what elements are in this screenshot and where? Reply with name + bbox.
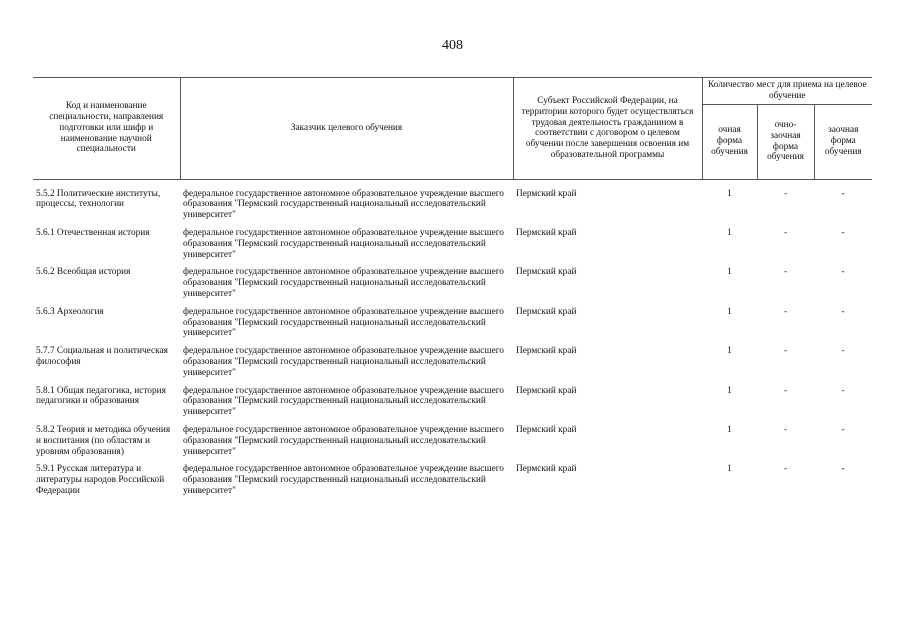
cell-customer: федеральное государственное автономное образовательное учреждение высшего образования "Пермский государственный национальный исследовательский университет" (183, 267, 504, 299)
cell-specialty: 5.6.1 Отечественная история (36, 227, 150, 238)
cell-specialty: 5.8.2 Теория и методика обучения и воспитания (по областям и уровням образования) (36, 424, 171, 457)
table-row (33, 307, 872, 346)
cell-specialty: 5.8.1 Общая педагогика, история педагогики и образования (36, 385, 166, 407)
header-extramural: заочная форма обучения (814, 104, 872, 179)
cell-extramural: - (841, 346, 845, 357)
table-row (33, 425, 872, 464)
table-header (33, 78, 872, 180)
cell-extramural: - (841, 464, 845, 475)
cell-extramural: - (841, 306, 845, 317)
cell-region: Пермский край (516, 346, 577, 357)
cell-region: Пермский край (516, 424, 577, 435)
header-places: Количество мест для приема на целевое обучение (702, 78, 872, 105)
header-fulltime: очная форма обучения (702, 104, 757, 179)
header-customer: Заказчик целевого обучения (180, 78, 513, 180)
cell-fulltime: 1 (727, 306, 732, 317)
header-parttime: очно-заочная форма обучения (757, 104, 814, 179)
cell-specialty: 5.5.2 Политические институты, процессы, технологии (36, 188, 161, 210)
header-region: Субъект Российской Федерации, на территории которого будет осуществляться трудовая деятельность гражданином в соответствии с договором о целевом обучении после завершения освоения им образовательной программы (513, 78, 702, 180)
cell-fulltime: 1 (727, 424, 732, 435)
table-row (33, 189, 872, 228)
header-code: Код и наименование специальности, направления подготовки или шифр и наименование научной специальности (33, 78, 180, 180)
cell-region: Пермский край (516, 188, 577, 199)
cell-extramural: - (841, 267, 845, 278)
table-row (33, 228, 872, 267)
cell-region: Пермский край (516, 306, 577, 317)
cell-region: Пермский край (516, 227, 577, 238)
table-body (33, 179, 872, 504)
cell-specialty: 5.6.3 Археология (36, 306, 104, 317)
cell-customer: федеральное государственное автономное образовательное учреждение высшего образования "Пермский государственный национальный исследовательский университет" (183, 227, 504, 260)
page-number: 408 (442, 38, 463, 53)
cell-parttime: - (783, 267, 788, 278)
cell-extramural: - (841, 227, 845, 238)
quota-table (33, 77, 872, 504)
cell-region: Пермский край (516, 267, 577, 278)
cell-fulltime: 1 (727, 346, 732, 357)
cell-customer: федеральное государственное автономное образовательное учреждение высшего образования "Пермский государственный национальный исследовательский университет" (183, 385, 504, 418)
cell-specialty: 5.6.2 Всеобщая история (36, 267, 131, 278)
cell-customer: федеральное государственное автономное образовательное учреждение высшего образования "Пермский государственный национальный исследовательский университет" (183, 188, 504, 221)
table-row (33, 386, 872, 425)
cell-fulltime: 1 (727, 464, 732, 475)
cell-parttime: - (783, 188, 788, 199)
cell-fulltime: 1 (727, 267, 732, 278)
cell-specialty: 5.7.7 Социальная и политическая философия (36, 346, 168, 367)
table-row (33, 464, 872, 503)
cell-customer: федеральное государственное автономное образовательное учреждение высшего образования "Пермский государственный национальный исследовательский университет" (183, 424, 504, 457)
cell-customer: федеральное государственное автономное образовательное учреждение высшего образования "Пермский государственный национальный исследовательский университет" (183, 464, 504, 496)
cell-region: Пермский край (516, 385, 577, 396)
cell-parttime: - (783, 346, 788, 357)
cell-parttime: - (783, 306, 788, 317)
cell-parttime: - (783, 227, 788, 238)
cell-extramural: - (841, 188, 845, 199)
cell-fulltime: 1 (727, 385, 732, 396)
table-row (33, 267, 872, 306)
cell-fulltime: 1 (727, 227, 732, 238)
cell-customer: федеральное государственное автономное образовательное учреждение высшего образования "Пермский государственный национальный исследовательский университет" (183, 346, 504, 378)
table-row (33, 346, 872, 385)
cell-region: Пермский край (516, 464, 577, 475)
cell-extramural: - (841, 385, 845, 396)
cell-parttime: - (783, 385, 788, 396)
cell-specialty: 5.9.1 Русская литература и литературы народов Российской Федерации (36, 464, 165, 496)
cell-fulltime: 1 (727, 188, 732, 199)
cell-parttime: - (783, 464, 788, 475)
cell-parttime: - (783, 424, 788, 435)
cell-extramural: - (841, 424, 845, 435)
cell-customer: федеральное государственное автономное образовательное учреждение высшего образования "Пермский государственный национальный исследовательский университет" (183, 306, 504, 339)
